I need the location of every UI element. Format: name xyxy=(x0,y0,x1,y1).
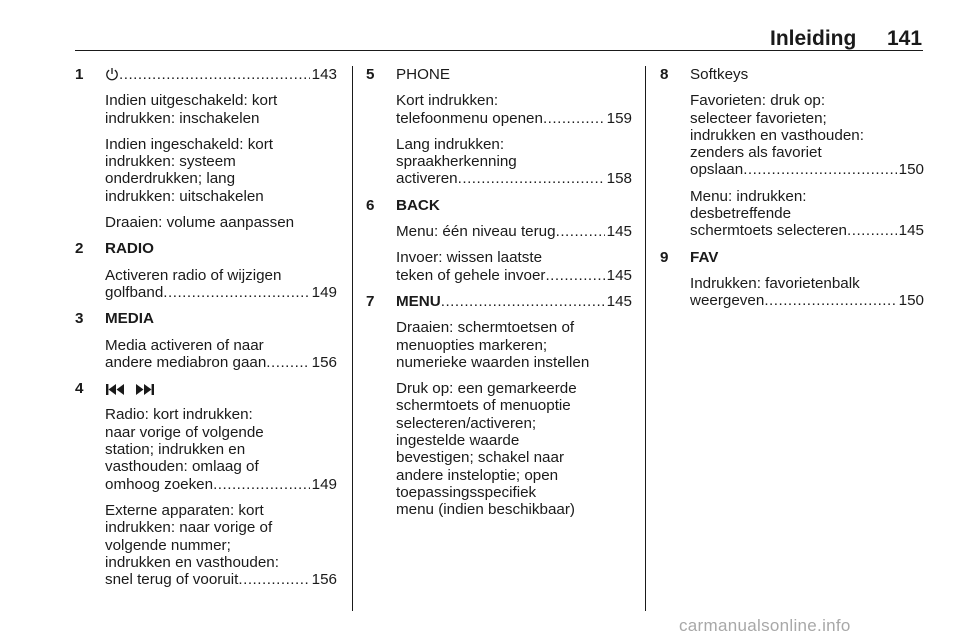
leader-line xyxy=(396,267,632,284)
page-header xyxy=(0,27,960,57)
text-line: teken of gehele invoer xyxy=(396,266,546,284)
page-ref: 150 xyxy=(898,292,924,310)
entry-number: 3 xyxy=(75,310,84,328)
page-ref: 156 xyxy=(311,353,337,371)
page-ref: 156 xyxy=(311,571,337,589)
page-ref: 149 xyxy=(311,475,337,493)
leader-dots xyxy=(545,267,604,284)
text-line: toepassingsspecifiek xyxy=(396,483,537,501)
entry-number: 5 xyxy=(366,66,375,83)
text-line: weergeven xyxy=(690,292,765,310)
entry-heading: PHONE xyxy=(396,66,451,83)
entry-2 xyxy=(75,240,337,301)
page-ref: 143 xyxy=(311,66,337,83)
paragraph xyxy=(396,380,632,518)
entry-1 xyxy=(75,66,337,231)
text-line: Menu: één niveau terug xyxy=(396,223,556,241)
text-line: telefoonmenu openen xyxy=(396,109,543,127)
entry-number: 4 xyxy=(75,380,84,398)
text-line: Draaien: schermtoetsen of xyxy=(396,319,575,337)
leader-dots xyxy=(213,476,310,493)
leader-line xyxy=(690,222,924,239)
paragraph xyxy=(396,92,632,127)
text-line: Kort indrukken: xyxy=(396,92,499,110)
text-line: indrukken: systeem xyxy=(105,153,236,171)
text-line: Menu: indrukken: xyxy=(690,187,807,205)
text-line: spraakherkenning xyxy=(396,153,517,171)
leader-dots xyxy=(556,223,605,240)
column-divider xyxy=(352,66,353,611)
paragraph xyxy=(690,188,924,240)
entry-number: 9 xyxy=(660,248,669,266)
text-line: Invoer: wissen laatste xyxy=(396,249,543,267)
text-line: Activeren radio of wijzigen xyxy=(105,266,282,284)
entry-heading xyxy=(105,66,337,83)
paragraph xyxy=(105,214,337,231)
page-title: Inleiding xyxy=(770,27,857,50)
leader-line xyxy=(396,110,632,127)
entry-number: 2 xyxy=(75,240,84,258)
page-ref: 149 xyxy=(311,283,337,301)
text-line: vasthouden: omlaag of xyxy=(105,458,259,476)
text-line: Externe apparaten: kort xyxy=(105,501,264,519)
text-line: activeren xyxy=(396,170,458,188)
paragraph xyxy=(396,319,632,371)
paragraph xyxy=(105,406,337,492)
text-line: andere insteloptie; open xyxy=(396,466,559,484)
entry-heading: BACK xyxy=(396,196,440,214)
entry-7 xyxy=(366,293,632,519)
text-line: Indien ingeschakeld: kort xyxy=(105,135,274,153)
leader-line xyxy=(690,292,924,309)
leader-line xyxy=(105,571,337,588)
text-line: andere mediabron gaan xyxy=(105,353,267,371)
entry-heading: MEDIA xyxy=(105,310,154,328)
text-line: indrukken en vasthouden: xyxy=(690,126,864,144)
entry-heading: FAV xyxy=(690,248,719,266)
text-line: omhoog zoeken xyxy=(105,475,214,493)
entry-heading: Softkeys xyxy=(690,66,749,83)
skip-forward-icon xyxy=(135,380,155,397)
leader-line xyxy=(396,223,632,240)
paragraph xyxy=(105,92,337,127)
text-line: schermtoets of menuoptie xyxy=(396,397,571,415)
header-rule xyxy=(75,50,923,51)
entry-number: 8 xyxy=(660,66,669,83)
text-line: numerieke waarden instellen xyxy=(396,353,590,371)
leader-line xyxy=(396,170,632,187)
leader-dots xyxy=(543,110,605,127)
leader-line xyxy=(105,476,337,493)
page-ref: 145 xyxy=(606,266,632,284)
paragraph xyxy=(105,337,337,372)
entry-3 xyxy=(75,310,337,371)
paragraph xyxy=(396,136,632,188)
page-ref: 158 xyxy=(606,170,632,188)
entry-number: 6 xyxy=(366,196,375,214)
paragraph xyxy=(105,502,337,588)
power-icon xyxy=(105,66,119,83)
leader-dots xyxy=(266,354,309,371)
page-ref: 145 xyxy=(898,222,924,240)
leader-dots xyxy=(119,66,310,83)
column-2 xyxy=(366,66,632,519)
leader-dots xyxy=(764,292,896,309)
page-ref: 145 xyxy=(606,223,632,241)
text-line: ingestelde waarde xyxy=(396,432,520,450)
entry-heading xyxy=(396,293,632,310)
paragraph xyxy=(690,92,924,178)
column-1 xyxy=(75,66,337,588)
watermark[interactable]: carmanualsonline.info xyxy=(679,616,851,635)
text-line: indrukken: uitschakelen xyxy=(105,187,264,205)
text-line: Indrukken: favorietenbalk xyxy=(690,274,860,292)
column-3 xyxy=(660,66,924,310)
text-line: snel terug of vooruit xyxy=(105,571,239,589)
text-line: selecteer favorieten; xyxy=(690,109,827,127)
heading-text: MENU xyxy=(396,292,441,310)
paragraph xyxy=(690,275,924,310)
text-line: Favorieten: druk op: xyxy=(690,92,826,110)
text-line: indrukken: naar vorige of xyxy=(105,519,273,537)
page-ref: 150 xyxy=(898,161,924,179)
leader-line xyxy=(105,284,337,301)
leader-line xyxy=(105,354,337,371)
entry-number: 1 xyxy=(75,66,84,83)
entry-9 xyxy=(660,249,924,310)
text-line: station; indrukken en xyxy=(105,441,246,459)
text-line: menu (indien beschikbaar) xyxy=(396,501,575,519)
text-line: indrukken: inschakelen xyxy=(105,109,260,127)
entry-number: 7 xyxy=(366,292,375,310)
paragraph xyxy=(105,136,337,205)
leader-dots xyxy=(458,170,605,187)
paragraph xyxy=(396,223,632,240)
leader-dots xyxy=(743,161,896,178)
entry-8 xyxy=(660,66,924,240)
text-line: golfband xyxy=(105,283,164,301)
text-line: onderdrukken; lang xyxy=(105,170,236,188)
entry-heading: RADIO xyxy=(105,240,154,258)
text-line: bevestigen; schakel naar xyxy=(396,449,565,467)
text-line: opslaan xyxy=(690,161,744,179)
text-line: indrukken en vasthouden: xyxy=(105,553,279,571)
text-line: Draaien: volume aanpassen xyxy=(105,214,295,232)
text-line: zenders als favoriet xyxy=(690,144,822,162)
skip-back-icon xyxy=(105,380,129,397)
leader-dots xyxy=(441,293,605,310)
text-line: Lang indrukken: xyxy=(396,135,505,153)
page-ref: 145 xyxy=(606,292,632,310)
column-divider xyxy=(645,66,646,611)
text-line: Druk op: een gemarkeerde xyxy=(396,380,577,398)
text-line: Radio: kort indrukken: xyxy=(105,406,253,424)
leader-line xyxy=(690,161,924,178)
text-line: naar vorige of volgende xyxy=(105,423,264,441)
entry-heading xyxy=(105,380,337,397)
paragraph xyxy=(396,249,632,284)
text-line: Indien uitgeschakeld: kort xyxy=(105,92,278,110)
leader-dots xyxy=(847,222,897,239)
text-line: desbetreffende xyxy=(690,205,792,223)
entry-6 xyxy=(366,197,632,284)
text-line: menuopties markeren; xyxy=(396,336,548,354)
text-line: schermtoets selecteren xyxy=(690,222,848,240)
text-line: selecteren/activeren; xyxy=(396,414,537,432)
text-line: Media activeren of naar xyxy=(105,336,264,354)
entry-4 xyxy=(75,380,337,588)
leader-dots xyxy=(163,284,309,301)
leader-dots xyxy=(238,571,309,588)
entry-5 xyxy=(366,66,632,188)
page-ref: 159 xyxy=(606,109,632,127)
text-line: volgende nummer; xyxy=(105,536,231,554)
paragraph xyxy=(105,267,337,302)
page-number: 141 xyxy=(887,27,923,50)
